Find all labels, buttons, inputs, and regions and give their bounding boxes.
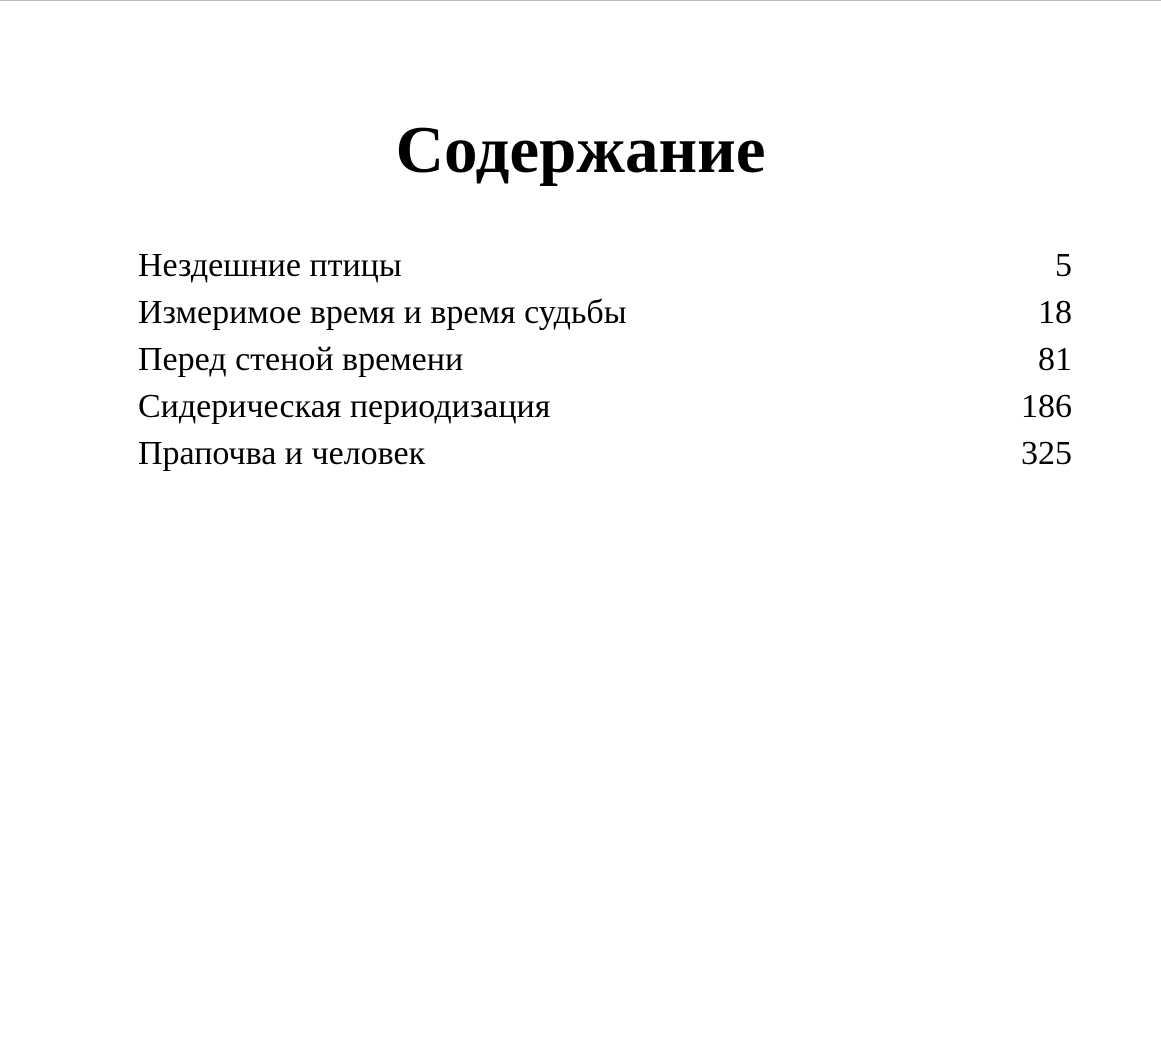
toc-entry[interactable] bbox=[138, 246, 1072, 293]
toc-entry-page: 186 bbox=[1021, 388, 1072, 425]
toc-entry-page: 325 bbox=[1021, 435, 1072, 472]
toc-entry[interactable] bbox=[138, 434, 1072, 481]
page-title: Содержание bbox=[395, 113, 766, 187]
toc-entry[interactable] bbox=[138, 387, 1072, 434]
toc-entry-title: Прапочва и человек bbox=[138, 435, 426, 472]
toc-entry-title: Сидерическая периодизация bbox=[138, 388, 551, 425]
toc-entry-page: 5 bbox=[1055, 247, 1072, 284]
table-of-contents bbox=[138, 246, 1072, 481]
toc-entry[interactable] bbox=[138, 340, 1072, 387]
toc-entry-title: Перед стеной времени bbox=[138, 341, 464, 378]
toc-entry-page: 81 bbox=[1038, 341, 1072, 378]
toc-entry-page: 18 bbox=[1038, 294, 1072, 331]
toc-entry[interactable] bbox=[138, 293, 1072, 340]
toc-entry-title: Измеримое время и время судьбы bbox=[138, 294, 627, 331]
toc-entry-title: Нездешние птицы bbox=[138, 247, 402, 284]
